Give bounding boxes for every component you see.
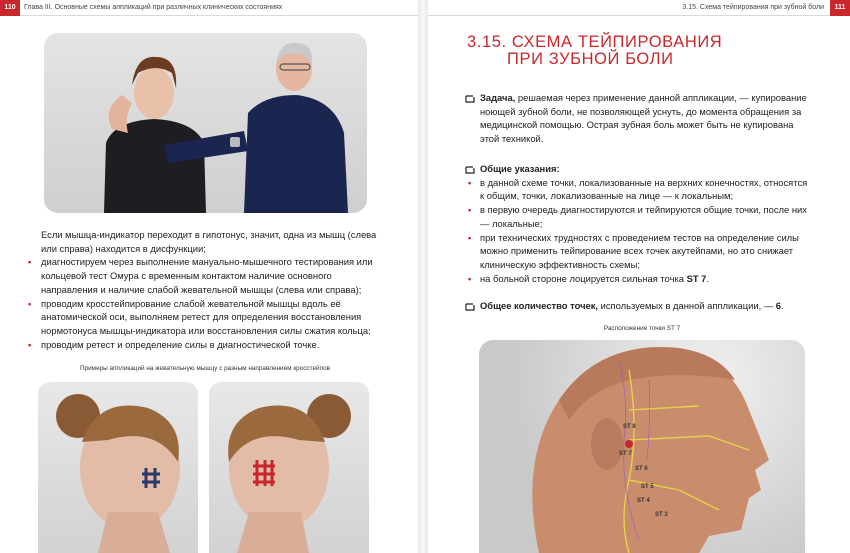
left-bullet-list: [28, 255, 379, 351]
pointing-hand-icon: [465, 163, 477, 174]
point-label: ST 3: [655, 512, 668, 518]
list-item: • проводим кросстейпирование слабой жевательной мышцы вдоль её анатомической оси, выполняем ретест для определения восстановления нормотонуса мышцы-индикатора или восстановления силы сжатия кольца;: [28, 297, 371, 336]
left-page-number: 110: [0, 0, 20, 16]
head-caption: Расположение точки ST 7: [603, 325, 681, 332]
task-paragraph: [480, 91, 810, 146]
list-item: • в первую очередь диагностируются и тейпируются общие точки, после них — локальные;: [468, 204, 807, 229]
point-label: ST 4: [637, 498, 650, 504]
right-running-head-text: 3.15. Схема тейпирования при зубной боли: [682, 4, 824, 11]
left-page: [0, 0, 418, 553]
task-label: Задача,: [480, 92, 516, 103]
anatomy-head-illustration: [479, 340, 805, 553]
point-label: ST 8: [623, 424, 636, 430]
book-gutter: [418, 0, 428, 553]
section-title-line2: ПРИ ЗУБНОЙ БОЛИ: [507, 50, 674, 68]
left-running-head: [0, 0, 418, 16]
pointing-hand-icon: [465, 300, 477, 311]
pointing-hand-icon: [465, 92, 477, 103]
tape-example-photo-left: [38, 382, 198, 553]
right-running-head: [428, 0, 850, 16]
point-label: ST 6: [635, 466, 648, 472]
left-body-text: [28, 228, 379, 351]
intro-paragraph: Если мышца-индикатор переходит в гипотонус, значит, одна из мышц (слева или справа) находится в дисфункции;: [41, 229, 377, 254]
list-item: • на больной стороне лоцируется сильная точка ST 7.: [468, 272, 709, 284]
section-title-line1: 3.15. СХЕМА ТЕЙПИРОВАНИЯ: [467, 33, 723, 51]
total-points-line: Общее количество точек, используемых в данной аппликации, — 6.: [480, 299, 810, 313]
list-item: • при технических трудностях с проведением тестов на определение силы можно применить тейпирование всех точек акутейпами, но это снижает клиническую эффективность схемы;: [468, 231, 799, 270]
list-item: • диагностируем через выполнение мануально-мышечного тестирования или кольцевой тест Омура с временным контактом наличие основного направления и наличие слабой жевательной мышцы (слева или справа);: [28, 256, 373, 295]
list-item: • в данной схеме точки, локализованные на верхних конечностях, относятся к общим, точки, локализованные на лице — к локальным;: [468, 176, 808, 202]
tape-example-photo-right: [209, 382, 369, 553]
total-label: Общее количество точек,: [480, 300, 599, 311]
muscle-testing-photo: [44, 33, 367, 213]
list-item: • проводим ретест и определение силы в диагностической точке.: [28, 338, 320, 350]
section-title: [467, 34, 807, 68]
left-caption: Примеры аппликаций на жевательную мышцу с разным направлением кросстейпов: [79, 365, 331, 372]
general-instructions: [468, 162, 810, 285]
general-bullet-list: [468, 176, 810, 286]
right-page-number: 111: [830, 0, 850, 16]
point-label: ST 5: [641, 484, 654, 490]
point-label: ST 7: [619, 451, 632, 457]
task-text: решаемая через применение данной аппликации, — купирование ноющей зубной боли, не позволяющей уснуть, до момента обращения за медицинской помощью. Острая зубная боль может быть не купирована этой техникой.: [480, 92, 807, 145]
left-running-head-text: Глава III. Основные схемы аппликаций при различных клинических состояниях: [24, 4, 283, 11]
general-label: Общие указания:: [480, 163, 560, 174]
total-value: 6: [775, 300, 781, 311]
